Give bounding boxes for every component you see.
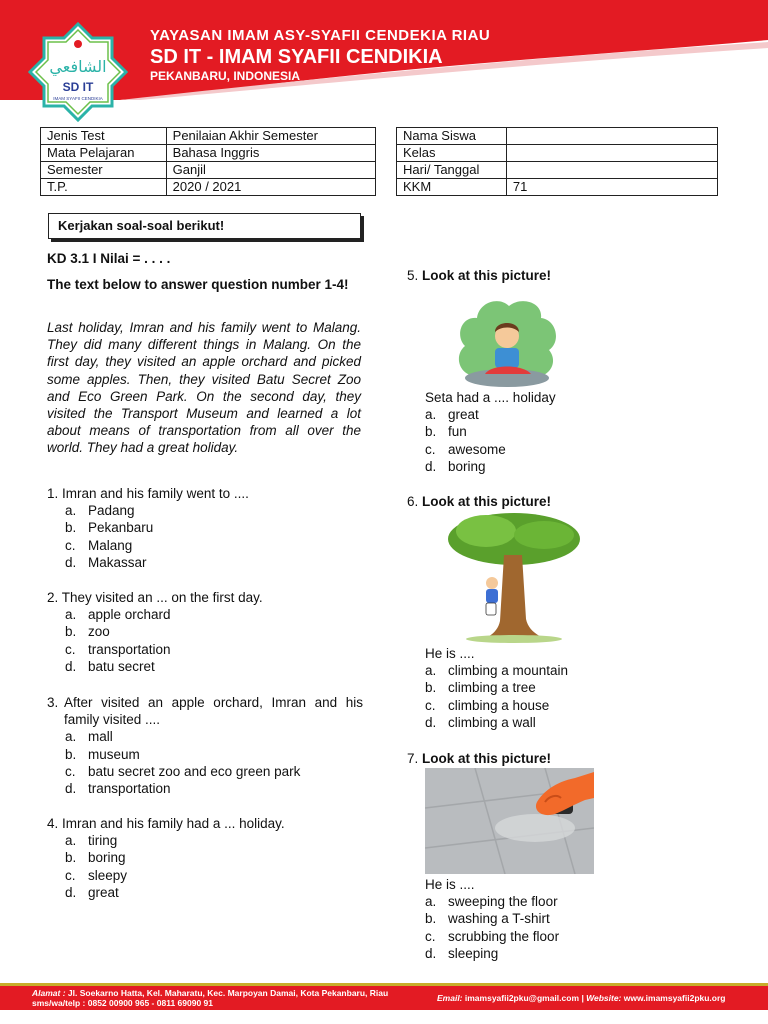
option-2b[interactable]: b. zoo — [65, 624, 110, 640]
question-7-prompt: 7. Look at this picture! — [407, 751, 552, 766]
foundation-name: YAYASAN IMAM ASY-SYAFII CENDEKIA RIAU — [150, 27, 491, 44]
question-4: 4. Imran and his family had a ... holiday. a. tiring b. boring c. sleepy d. great — [47, 816, 285, 900]
table-row: Mata Pelajaran Bahasa Inggris — [41, 145, 376, 162]
tree-climbing-picture — [446, 511, 582, 643]
option-3b[interactable]: b. museum — [65, 746, 140, 762]
option-6d[interactable]: d. climbing a wall — [425, 714, 536, 730]
option-7c[interactable]: c. scrubbing the floor — [425, 928, 560, 944]
question-2: 2. They visited an ... on the first day. a. apple orchard b. zoo c. transportation d. batu secret — [47, 590, 263, 674]
instruction-box: Kerjakan soal-soal berikut! — [48, 213, 361, 239]
question-7: He is .... a. sweeping the floor b. washing a T-shirt c. scrubbing the floor d. sleeping — [425, 877, 560, 961]
scrubbing-floor-picture — [425, 768, 594, 874]
question-1: 1. Imran and his family went to .... a. Padang b. Pekanbaru c. Malang d. Makassar — [47, 486, 249, 570]
student-name-field[interactable] — [506, 128, 717, 145]
table-row: KKM 71 — [397, 179, 718, 196]
passage-heading: The text below to answer question number 1-4! — [47, 277, 349, 292]
option-1a[interactable]: a. Padang — [65, 503, 135, 519]
exam-info-table — [40, 127, 376, 196]
option-3d[interactable]: d. transportation — [65, 781, 171, 797]
option-7b[interactable]: b. washing a T-shirt — [425, 911, 550, 927]
date-field[interactable] — [506, 162, 717, 179]
school-name: SD IT - IMAM SYAFII CENDIKIA — [150, 46, 443, 68]
option-4a[interactable]: a. tiring — [65, 833, 118, 849]
question-3: 3. After visited an apple orchard, Imran and his family visited .... a. mall b. museum c. batu secret zoo and eco green park d. transportation — [47, 695, 363, 797]
option-2a[interactable]: a. apple orchard — [65, 607, 171, 623]
table-row: Kelas — [397, 145, 718, 162]
footer-contact: Email: imamsyafii2pku@gmail.com | Website: www.imamsyafii2pku.org — [437, 993, 726, 1003]
question-5: Seta had a .... holiday a. great b. fun c. awesome d. boring — [425, 390, 556, 474]
reading-passage: Last holiday, Imran and his family went to Malang. They did many different things in Malang. On the first day, they visited an apple orchard and picked some apples. Then, they visited Batu Secret Zoo and Eco Green Park. On the second day, they visited the Transport Museum and learned a lot about means of transportation from all over the world. They had a great holiday. — [47, 320, 361, 456]
option-5c[interactable]: c. awesome — [425, 441, 506, 457]
option-1b[interactable]: b. Pekanbaru — [65, 520, 154, 536]
option-3c[interactable]: c. batu secret zoo and eco green park — [65, 763, 301, 779]
option-4b[interactable]: b. boring — [65, 850, 126, 866]
question-6: He is .... a. climbing a mountain b. climbing a tree c. climbing a house d. climbing a wall — [425, 646, 569, 730]
class-field[interactable] — [506, 145, 717, 162]
table-row: Jenis Test Penilaian Akhir Semester — [41, 128, 376, 145]
footer-address: Alamat : Jl. Soekarno Hatta, Kel. Maharatu, Kec. Marpoyan Damai, Kota Pekanbaru, Riau — [32, 988, 389, 998]
website-link[interactable]: www.imamsyafii2pku.org — [623, 993, 726, 1003]
svg-text:الشافعي: الشافعي — [49, 57, 107, 76]
option-7a[interactable]: a. sweeping the floor — [425, 894, 558, 910]
option-4d[interactable]: d. great — [65, 884, 119, 900]
option-7d[interactable]: d. sleeping — [425, 945, 499, 961]
option-2d[interactable]: d. batu secret — [65, 658, 155, 674]
option-5a[interactable]: a. great — [425, 407, 479, 423]
option-6c[interactable]: c. climbing a house — [425, 697, 550, 713]
table-row: Nama Siswa — [397, 128, 718, 145]
option-6b[interactable]: b. climbing a tree — [425, 680, 536, 696]
student-info-table — [396, 127, 718, 196]
school-logo — [28, 22, 128, 122]
svg-text:IMAM SYAFII CENDIKIA: IMAM SYAFII CENDIKIA — [53, 96, 103, 101]
option-5b[interactable]: b. fun — [425, 424, 467, 440]
table-row: Semester Ganjil — [41, 162, 376, 179]
option-4c[interactable]: c. sleepy — [65, 867, 128, 883]
option-1d[interactable]: d. Makassar — [65, 554, 147, 570]
question-5-prompt: 5. Look at this picture! — [407, 268, 552, 283]
table-row: T.P. 2020 / 2021 — [41, 179, 376, 196]
school-location: PEKANBARU, INDONESIA — [150, 69, 301, 83]
option-1c[interactable]: c. Malang — [65, 537, 133, 553]
table-row: Hari/ Tanggal — [397, 162, 718, 179]
option-3a[interactable]: a. mall — [65, 729, 113, 745]
sitting-boy-picture — [455, 296, 560, 390]
option-2c[interactable]: c. transportation — [65, 641, 171, 657]
question-6-prompt: 6. Look at this picture! — [407, 494, 552, 509]
option-5d[interactable]: d. boring — [425, 458, 486, 474]
footer-phone: sms/wa/telp : 0852 00900 965 - 0811 69090 91 — [32, 998, 213, 1008]
option-6a[interactable]: a. climbing a mountain — [425, 663, 569, 679]
svg-text:SD IT: SD IT — [62, 80, 94, 94]
email-link[interactable]: imamsyafii2pku@gmail.com — [464, 993, 579, 1003]
kd-score-line: KD 3.1 I Nilai = . . . . — [47, 251, 171, 266]
